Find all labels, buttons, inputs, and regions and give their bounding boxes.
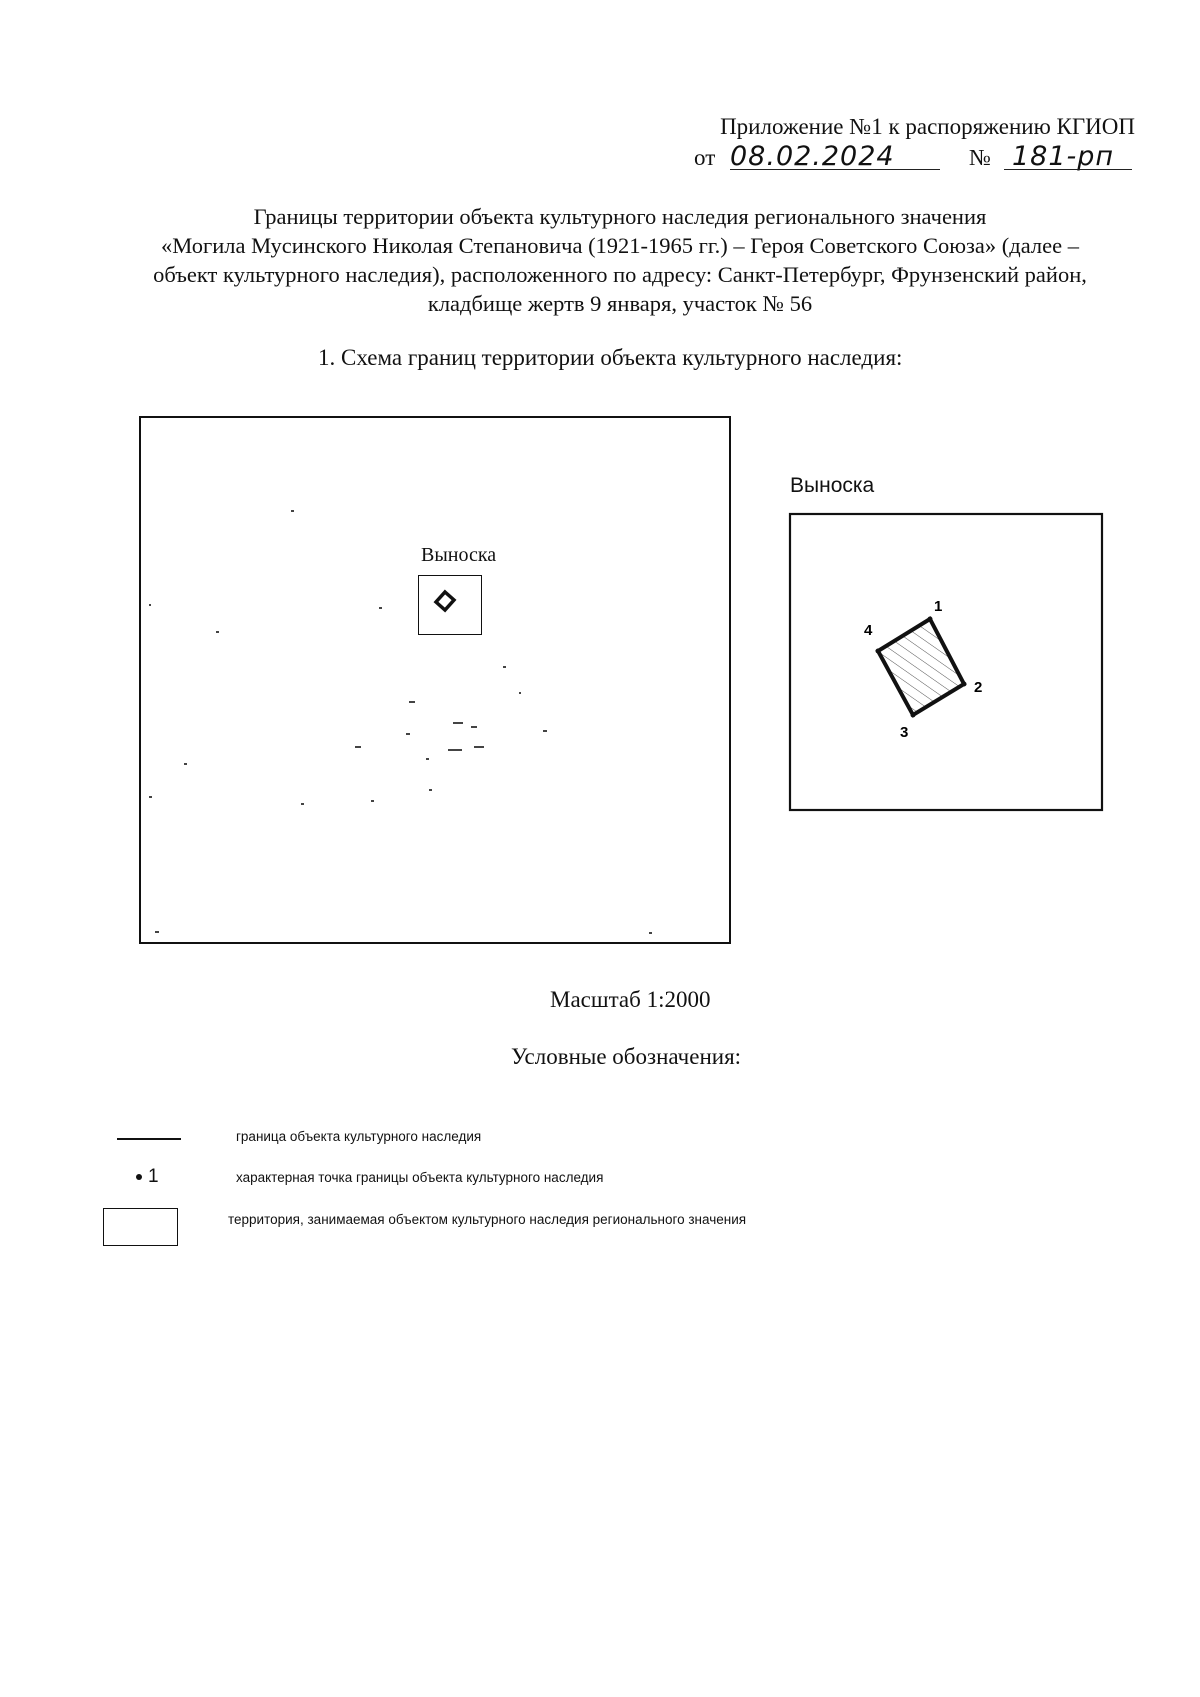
overview-map-frame (139, 416, 731, 944)
map-speck (471, 726, 477, 728)
map-speck (409, 701, 415, 703)
boundary-point-2 (962, 682, 967, 687)
map-plot-outline (436, 592, 454, 610)
map-speck (216, 631, 219, 633)
date-prefix: от (694, 145, 716, 170)
legend-boundary-line-text: граница объекта культурного наследия (236, 1129, 482, 1144)
document-title (100, 202, 1140, 318)
boundary-point-1 (928, 617, 933, 622)
point-label-3: 3 (900, 724, 909, 741)
map-speck (355, 746, 361, 748)
legend-point-text: характерная точка границы объекта культурного наследия (236, 1170, 604, 1185)
section-heading: 1. Схема границ территории объекта культурного наследия: (318, 345, 903, 370)
map-speck (406, 733, 410, 735)
legend-area-text: территория, занимаемая объектом культурного наследия регионального значения (228, 1212, 747, 1227)
map-speck (379, 607, 382, 609)
handwritten-date: 08.02.2024 (730, 141, 895, 172)
map-callout-label: Выноска (421, 544, 497, 566)
map-speck (149, 604, 151, 606)
title-line-2: «Могила Мусинского Николая Степановича (1921-1965 гг.) – Героя Советского Союза» (далее – (161, 233, 1079, 258)
point-dot-icon (136, 1174, 142, 1180)
map-speck (519, 692, 521, 694)
point-label-4: 4 (864, 622, 873, 639)
point-label-1: 1 (934, 598, 943, 615)
number-underline (1004, 169, 1132, 170)
title-line-3: объект культурного наследия), расположенного по адресу: Санкт-Петербург, Фрунзенский район, (153, 262, 1087, 287)
number-prefix: № (969, 145, 991, 170)
order-date-number-line (694, 143, 1139, 179)
legend-boundary-line-symbol (117, 1138, 181, 1140)
map-speck (291, 510, 294, 512)
map-speck (649, 932, 652, 934)
legend-title: Условные обозначения: (511, 1044, 742, 1069)
map-speck (429, 789, 432, 791)
boundary-point-4 (876, 649, 881, 654)
map-speck (474, 746, 484, 748)
boundary-point-3 (911, 713, 916, 718)
handwritten-number: 181-рп (1012, 141, 1115, 172)
map-scale: Масштаб 1:2000 (550, 987, 711, 1012)
appendix-heading: Приложение №1 к распоряжению КГИОП (720, 114, 1135, 139)
map-speck (149, 796, 152, 798)
callout-detail-frame (788, 512, 1104, 814)
title-line-4: кладбище жертв 9 января, участок № 56 (427, 291, 813, 316)
map-speck (543, 730, 547, 732)
map-speck (503, 666, 506, 668)
map-speck (448, 749, 462, 751)
map-speck (184, 763, 187, 765)
callout-title: Выноска (790, 474, 875, 497)
map-plot-marker (429, 588, 459, 618)
map-speck (371, 800, 374, 802)
map-speck (453, 722, 463, 724)
point-label-2: 2 (974, 679, 983, 696)
legend-point-symbol (136, 1166, 159, 1188)
title-line-1: Границы территории объекта культурного наследия регионального значения (253, 204, 987, 229)
legend-area-symbol (103, 1208, 178, 1246)
legend-point-symbol-label: 1 (148, 1166, 159, 1187)
map-speck (301, 803, 304, 805)
map-speck (155, 931, 159, 933)
map-speck (426, 758, 429, 760)
date-underline (730, 169, 940, 170)
